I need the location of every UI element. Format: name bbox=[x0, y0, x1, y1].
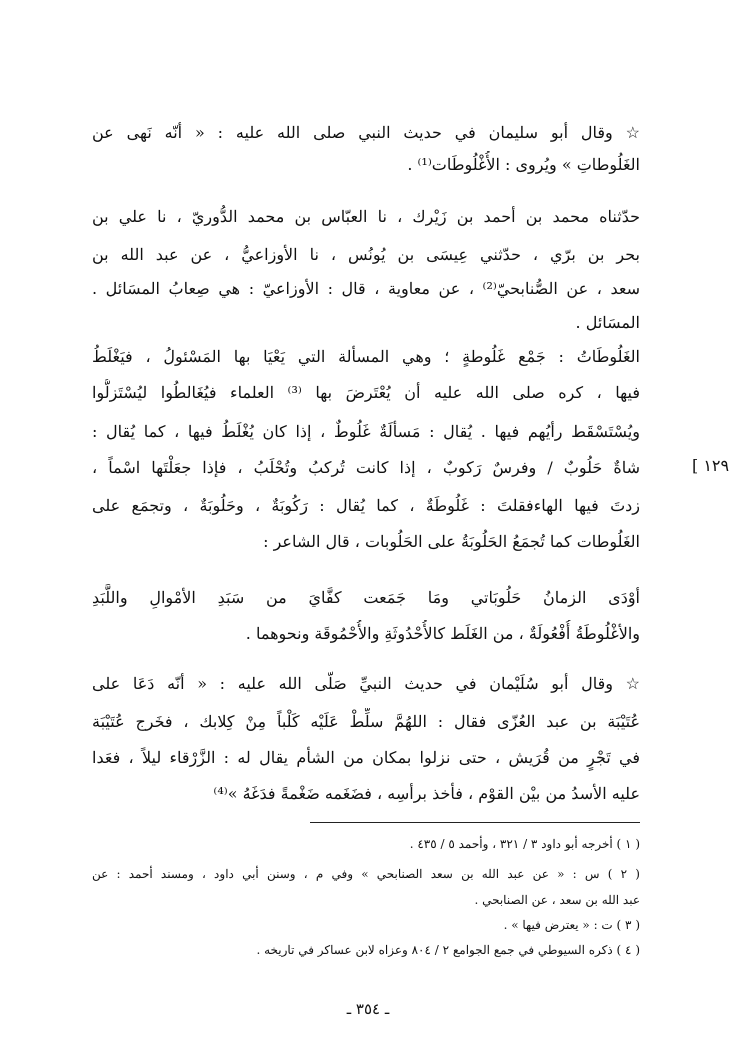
page-number: ـ ٣٥٤ ـ bbox=[346, 1000, 390, 1018]
body-line-15: ☆ وقال أبو سُلَيْمان في حديث النبيِّ صَلّى الله عليه : « أنّه دَعَا على bbox=[92, 674, 640, 693]
footnote-4: ( ٤ ) ذكره السيوطي في جمع الجوامع ٢ / ٨٠٤ وعزاه لابن عساكر في تاريخه . bbox=[256, 943, 640, 957]
body-line-2: الغَلُوطاتِ » ويُروى : الأُغْلُوطَات⁽¹⁾ . bbox=[407, 155, 640, 174]
body-line-4: بحر بن برّي ، حدّثني عِيسَى بن يُونُس ، نا الأوزاعيُّ ، عن عبد الله بن bbox=[92, 245, 640, 264]
body-line-1: ☆ وقال أبو سليمان في حديث النبي صلى الله عليه : « أنّه نَهى عن bbox=[92, 123, 640, 142]
body-line-11: زدتَ فيها الهاءفقلتَ : غَلُوطَةٌ ، كما يُقال : رَكُوبَةٌ ، وحَلُوبَةٌ ، وتجمَع على bbox=[92, 496, 640, 515]
footnote-2-cont: عبد الله بن سعد ، عن الصنابحي . bbox=[474, 893, 640, 907]
footnote-divider bbox=[310, 822, 640, 823]
body-line-9: ويُسْتَسْقَط رأيُهم فيها . يُقال : مَسألَةٌ غَلُوطٌ ، إذا كان يُغْلَطُ فيها ، كما يُقال : bbox=[92, 422, 640, 441]
body-line-6: المسَائل . bbox=[575, 313, 640, 332]
body-line-14: والأغْلُوطَةُ أُفْعُولَةٌ ، من الغَلَط كالأُحْدُوثَةِ والأُحْمُوقَة ونحوهما . bbox=[245, 624, 640, 643]
body-line-18: عليه الأسدُ من بيْن القوْم ، فأخذ برأسِه ، فضَغَمه ضَغْمةً فدَغَهُ »⁽⁴⁾ bbox=[213, 784, 640, 803]
footnote-3: ( ٣ ) ت : « يعترض فيها » . bbox=[503, 918, 640, 932]
body-line-12: الغَلُوطات كما تُجمَعُ الحَلُوبَةُ على الحَلُوبات ، قال الشاعر : bbox=[263, 532, 640, 551]
poem-verse: أوْدَى الزمانُ حَلُوبَاتي ومَا جَمَعت كفَّايَ من سَبَدِ الأمْوالِ واللَّبَدِ bbox=[92, 588, 640, 607]
footnote-2: ( ٢ ) س : « عن عبد الله بن سعد الصنابحي » وفي م ، وسنن أبي داود ، ومسند أحمد : عن bbox=[92, 867, 640, 881]
body-line-3: حدّثناه محمد بن أحمد بن زَيْرك ، نا العبّاس بن محمد الدُّوريّ ، نا علي بن bbox=[92, 207, 640, 226]
margin-page-marker: [ ١٢٩ bbox=[692, 456, 730, 475]
body-line-16: عُتَيْبَة بن عبد العُزّى فقال : اللهُمَّ سلِّطْ عَلَيْه كَلْباً مِنْ كِلابك ، فخَرج عُتَيْبَة bbox=[92, 712, 640, 731]
body-line-8: فيها ، كره صلى الله عليه أن يُعْتَرضَ بها ⁽³⁾ العلماء فيُغَالطُوا ليُسْتَزلُّوا bbox=[92, 383, 640, 402]
body-line-10: شاةٌ حَلُوبٌ / وفرسٌ رَكوبٌ ، إذا كانت تُركبُ وتُحْلَبُ ، فإذا جعَلْتَها اسْماً ، bbox=[92, 458, 640, 477]
body-line-17: في تَجْرٍ من قُرَيش ، حتى نزلوا بمكان من الشأم يقال له : الزَّرْقاء ليلاً ، فعَدا bbox=[92, 748, 640, 767]
footnote-1: ( ١ ) أخرجه أبو داود ٣ / ٣٢١ ، وأحمد ٥ / ٤٣٥ . bbox=[409, 837, 640, 851]
body-line-7: الغَلُوطَاتُ : جَمْع غَلُوطةٍ ؛ وهي المسألة التي يَعْيَا بها المَسْئولُ ، فيَغْلَطُ bbox=[92, 347, 640, 366]
body-line-5: سعد ، عن الصُّنابحيّ⁽²⁾ ، عن معاوية ، قال : الأوزاعيّ : هي صِعابُ المسَائل . bbox=[92, 279, 640, 298]
